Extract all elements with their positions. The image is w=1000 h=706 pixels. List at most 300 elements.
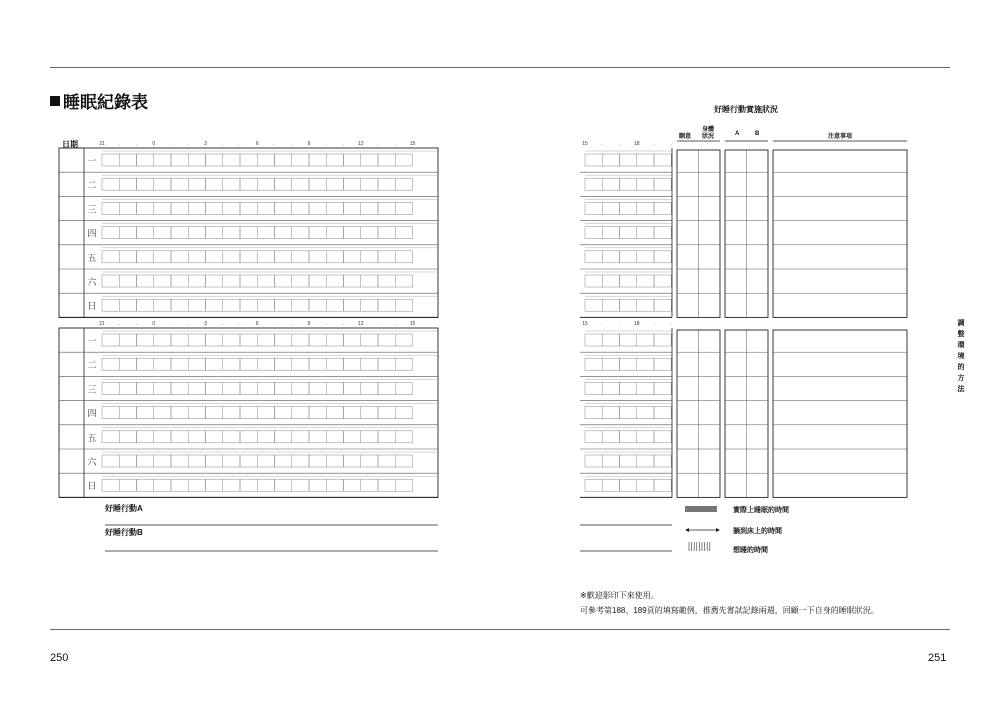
side-heading-char: 境 (957, 353, 965, 360)
time-cell (223, 455, 240, 467)
time-cell (654, 431, 671, 443)
hour-tick-label: . (601, 321, 603, 327)
time-cell (137, 275, 154, 287)
day-label: 五 (87, 252, 97, 263)
time-cell (344, 431, 361, 443)
time-cell (257, 154, 274, 166)
time-cell (361, 227, 378, 239)
time-cell (326, 358, 343, 370)
time-cell (378, 251, 395, 263)
side-heading-char: 整 (957, 331, 965, 338)
time-cell (620, 334, 637, 346)
time-cell (223, 275, 240, 287)
day-label: 三 (87, 384, 97, 395)
time-cell (602, 178, 619, 190)
hour-tick-label: . (273, 141, 276, 147)
time-cell (206, 358, 223, 370)
time-cell (637, 178, 654, 190)
hour-tick-label: . (135, 321, 138, 327)
time-cell (240, 455, 257, 467)
time-cell (395, 178, 412, 190)
action-b-label: 好睡行動B (105, 528, 143, 537)
time-cell (309, 178, 326, 190)
col-b-label: B (755, 131, 760, 137)
time-cell (344, 227, 361, 239)
time-cell (171, 227, 188, 239)
hour-tick-label: 3 (204, 321, 207, 327)
time-cell (361, 334, 378, 346)
day-label: 五 (87, 432, 97, 443)
time-cell (257, 431, 274, 443)
time-cell (326, 299, 343, 311)
time-cell (102, 178, 119, 190)
time-cell (602, 455, 619, 467)
time-cell (137, 154, 154, 166)
time-cell (292, 431, 309, 443)
time-cell (137, 431, 154, 443)
time-cell (240, 334, 257, 346)
time-cell (188, 178, 205, 190)
hour-tick-label: . (239, 321, 241, 327)
hour-tick-label: . (291, 321, 293, 327)
time-cell (585, 431, 602, 443)
time-cell (637, 334, 654, 346)
time-cell (309, 382, 326, 394)
time-cell (585, 178, 602, 190)
time-cell (206, 299, 223, 311)
time-cell (395, 431, 412, 443)
time-cell (171, 178, 188, 190)
week-table-frame (59, 148, 438, 317)
time-cell (223, 334, 240, 346)
time-cell (602, 382, 619, 394)
time-cell (637, 407, 654, 419)
time-cell (223, 479, 240, 491)
time-cell (223, 431, 240, 443)
hour-tick-label: . (273, 321, 276, 327)
time-cell (257, 479, 274, 491)
time-cell (344, 275, 361, 287)
time-cell (206, 178, 223, 190)
time-cell (275, 431, 292, 443)
time-cell (361, 178, 378, 190)
time-cell (620, 455, 637, 467)
time-cell (119, 407, 136, 419)
time-cell (395, 251, 412, 263)
hour-tick-label: 21 (99, 141, 105, 147)
time-cell (620, 275, 637, 287)
time-cell (361, 251, 378, 263)
time-cell (137, 299, 154, 311)
hour-tick-label: . (394, 141, 396, 147)
time-cell (119, 275, 136, 287)
time-cell (171, 431, 188, 443)
time-cell (171, 299, 188, 311)
time-cell (137, 358, 154, 370)
time-cell (223, 227, 240, 239)
time-cell (378, 455, 395, 467)
time-cell (275, 334, 292, 346)
col-a-label: A (735, 131, 740, 137)
hour-tick-label: 15 (409, 141, 416, 147)
time-cell (102, 154, 119, 166)
time-cell (585, 299, 602, 311)
time-cell (188, 202, 205, 214)
time-cell (102, 382, 119, 394)
section-header: 好睡行動實施狀況 (714, 105, 778, 114)
day-label: 二 (87, 180, 97, 191)
time-cell (344, 407, 361, 419)
time-cell (188, 299, 205, 311)
time-cell (309, 154, 326, 166)
time-cell (585, 334, 602, 346)
time-cell (602, 407, 619, 419)
time-cell (637, 358, 654, 370)
time-cell (223, 154, 240, 166)
time-cell (585, 479, 602, 491)
time-cell (326, 202, 343, 214)
time-cell (637, 251, 654, 263)
hour-tick-label: . (670, 141, 672, 147)
time-cell (206, 407, 223, 419)
time-cell (344, 334, 361, 346)
time-cell (275, 227, 292, 239)
time-cell (585, 202, 602, 214)
time-cell (137, 334, 154, 346)
time-cell (344, 202, 361, 214)
day-label: 六 (87, 457, 97, 467)
time-cell (119, 251, 136, 263)
time-cell (154, 154, 171, 166)
time-cell (102, 202, 119, 214)
time-cell (326, 227, 343, 239)
time-cell (171, 334, 188, 346)
time-cell (326, 334, 343, 346)
time-cell (654, 178, 671, 190)
hour-tick-label: 6 (255, 141, 259, 147)
time-cell (309, 275, 326, 287)
time-cell (257, 227, 274, 239)
time-cell (154, 251, 171, 263)
time-cell (620, 251, 637, 263)
time-cell (602, 358, 619, 370)
time-cell (171, 407, 188, 419)
time-cell (206, 334, 223, 346)
time-cell (361, 479, 378, 491)
day-label: 三 (87, 204, 97, 215)
time-cell (102, 407, 119, 419)
time-cell (620, 431, 637, 443)
time-cell (620, 479, 637, 491)
time-cell (102, 251, 119, 263)
time-cell (585, 154, 602, 166)
time-cell (620, 227, 637, 239)
time-cell (223, 202, 240, 214)
time-cell (620, 202, 637, 214)
time-cell (188, 382, 205, 394)
time-cell (275, 299, 292, 311)
time-cell (326, 455, 343, 467)
hour-tick-label: 6 (255, 321, 259, 327)
time-cell (171, 358, 188, 370)
time-cell (119, 154, 136, 166)
time-cell (602, 479, 619, 491)
time-cell (654, 251, 671, 263)
time-cell (395, 407, 412, 419)
time-cell (240, 407, 257, 419)
time-cell (292, 275, 309, 287)
time-cell (361, 455, 378, 467)
hour-tick-label: . (653, 321, 655, 327)
time-cell (206, 382, 223, 394)
note-copy: ※歡迎影印下來使用。 (580, 591, 659, 600)
time-cell (326, 251, 343, 263)
time-cell (344, 479, 361, 491)
note-reference: 可參考第188、189頁的填寫範例，推薦先嘗試記錄兩週，回顧一下自身的睡眠狀況。 (580, 606, 879, 615)
time-cell (326, 154, 343, 166)
time-cell (223, 299, 240, 311)
hour-tick-label: . (222, 141, 224, 147)
time-cell (154, 178, 171, 190)
time-cell (154, 382, 171, 394)
hour-tick-label: 18 (633, 321, 640, 327)
time-cell (102, 227, 119, 239)
time-cell (654, 455, 671, 467)
hour-tick-label: . (377, 321, 379, 327)
time-cell (137, 202, 154, 214)
time-cell (188, 431, 205, 443)
time-cell (395, 382, 412, 394)
time-cell (602, 227, 619, 239)
time-cell (154, 227, 171, 239)
hour-tick-label: 21 (99, 321, 105, 327)
time-cell (275, 382, 292, 394)
time-cell (119, 431, 136, 443)
time-cell (119, 334, 136, 346)
time-cell (240, 275, 257, 287)
time-cell (602, 299, 619, 311)
time-cell (361, 431, 378, 443)
time-cell (326, 382, 343, 394)
time-cell (188, 334, 205, 346)
time-cell (102, 358, 119, 370)
time-cell (378, 275, 395, 287)
day-label: 日 (87, 301, 97, 312)
time-cell (119, 358, 136, 370)
time-cell (585, 358, 602, 370)
time-cell (275, 202, 292, 214)
time-cell (137, 227, 154, 239)
time-cell (395, 154, 412, 166)
time-cell (344, 251, 361, 263)
hour-tick-label: 12 (357, 141, 364, 147)
time-cell (292, 202, 309, 214)
time-cell (240, 251, 257, 263)
hour-tick-label: 12 (357, 321, 364, 327)
col-notes-label: 注意事項 (828, 134, 853, 140)
time-cell (344, 299, 361, 311)
hour-tick-label: 0 (152, 141, 156, 147)
time-cell (637, 479, 654, 491)
hour-tick-label: . (377, 141, 379, 147)
time-cell (275, 455, 292, 467)
legend-actual-sleep: 實際上睡眠的時間 (733, 507, 789, 514)
hour-tick-label: . (653, 141, 655, 147)
time-cell (171, 275, 188, 287)
time-cell (654, 334, 671, 346)
day-label: 二 (87, 360, 97, 371)
time-cell (309, 455, 326, 467)
time-cell (137, 251, 154, 263)
time-cell (154, 202, 171, 214)
hour-tick-label: . (187, 141, 189, 147)
time-cell (361, 382, 378, 394)
time-cell (637, 455, 654, 467)
time-cell (378, 358, 395, 370)
hour-tick-label: . (135, 141, 138, 147)
hour-tick-label: . (342, 141, 345, 147)
time-cell (395, 299, 412, 311)
time-cell (206, 251, 223, 263)
time-cell (154, 407, 171, 419)
action-a-label: 好睡行動A (105, 504, 143, 513)
hour-tick-label: . (222, 321, 224, 327)
time-cell (378, 299, 395, 311)
time-cell (275, 358, 292, 370)
time-cell (654, 154, 671, 166)
time-cell (309, 227, 326, 239)
hour-tick-label: . (170, 141, 172, 147)
day-label: 六 (87, 277, 97, 287)
time-cell (275, 154, 292, 166)
hour-tick-label: . (618, 321, 621, 327)
time-cell (361, 299, 378, 311)
time-cell (637, 227, 654, 239)
time-cell (585, 407, 602, 419)
time-cell (119, 299, 136, 311)
time-cell (344, 154, 361, 166)
time-cell (188, 251, 205, 263)
time-cell (395, 227, 412, 239)
time-cell (119, 455, 136, 467)
time-cell (240, 178, 257, 190)
time-cell (102, 455, 119, 467)
time-cell (154, 275, 171, 287)
time-cell (188, 275, 205, 287)
time-cell (257, 382, 274, 394)
time-cell (309, 299, 326, 311)
hour-tick-label: . (618, 141, 621, 147)
time-cell (585, 455, 602, 467)
time-cell (257, 202, 274, 214)
time-cell (602, 154, 619, 166)
hour-tick-label: 0 (152, 321, 156, 327)
time-cell (637, 275, 654, 287)
actual-sleep-bar-icon (685, 506, 717, 512)
day-label: 四 (87, 228, 97, 239)
time-cell (240, 479, 257, 491)
hour-tick-label: 18 (633, 141, 640, 147)
time-cell (620, 299, 637, 311)
time-cell (654, 275, 671, 287)
time-cell (395, 334, 412, 346)
time-cell (154, 358, 171, 370)
time-cell (171, 382, 188, 394)
time-cell (620, 154, 637, 166)
time-cell (620, 382, 637, 394)
hour-tick-label: . (291, 141, 293, 147)
time-cell (137, 455, 154, 467)
time-cell (137, 479, 154, 491)
time-cell (361, 202, 378, 214)
time-cell (344, 382, 361, 394)
time-cell (257, 251, 274, 263)
time-cell (292, 334, 309, 346)
time-cell (223, 178, 240, 190)
time-cell (240, 382, 257, 394)
time-cell (378, 227, 395, 239)
side-heading-char: 環 (957, 342, 965, 349)
time-cell (223, 407, 240, 419)
hour-tick-label: . (670, 321, 672, 327)
day-label: 一 (87, 336, 97, 346)
time-cell (654, 407, 671, 419)
time-cell (309, 479, 326, 491)
time-cell (620, 358, 637, 370)
time-cell (292, 154, 309, 166)
time-cell (361, 407, 378, 419)
time-cell (240, 227, 257, 239)
day-label: 四 (87, 408, 97, 419)
time-cell (654, 358, 671, 370)
time-cell (602, 275, 619, 287)
time-cell (654, 299, 671, 311)
time-cell (275, 251, 292, 263)
time-cell (585, 251, 602, 263)
side-heading-char: 法 (957, 386, 965, 393)
time-cell (344, 178, 361, 190)
side-heading-char: 的 (957, 364, 965, 371)
time-cell (171, 154, 188, 166)
time-cell (292, 407, 309, 419)
time-cell (378, 479, 395, 491)
time-cell (257, 334, 274, 346)
time-cell (395, 275, 412, 287)
time-cell (378, 382, 395, 394)
time-cell (395, 455, 412, 467)
time-cell (292, 227, 309, 239)
time-cell (206, 455, 223, 467)
time-cell (257, 358, 274, 370)
page-number-left: 250 (50, 652, 69, 664)
time-cell (240, 358, 257, 370)
time-cell (102, 299, 119, 311)
time-cell (292, 382, 309, 394)
time-cell (309, 251, 326, 263)
time-cell (395, 479, 412, 491)
time-cell (378, 431, 395, 443)
time-cell (275, 479, 292, 491)
side-heading-char: 調 (957, 320, 965, 327)
time-cell (309, 358, 326, 370)
time-cell (585, 227, 602, 239)
time-cell (378, 407, 395, 419)
time-cell (257, 407, 274, 419)
time-cell (326, 407, 343, 419)
time-cell (309, 407, 326, 419)
time-cell (292, 455, 309, 467)
time-cell (275, 178, 292, 190)
